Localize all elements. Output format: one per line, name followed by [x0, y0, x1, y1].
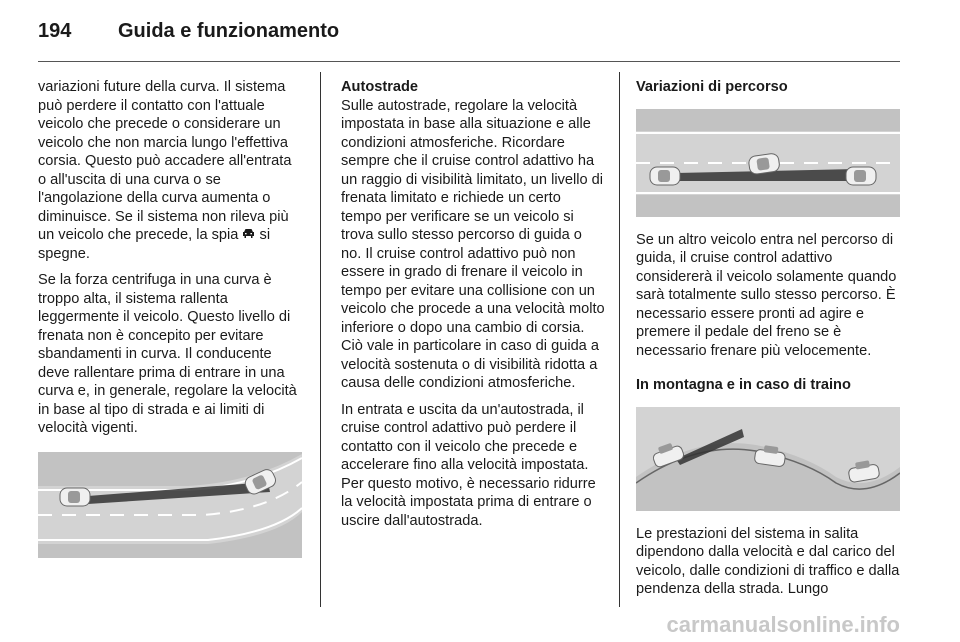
watermark: carmanualsonline.info [666, 612, 900, 637]
column-divider-2 [619, 72, 620, 607]
own-car [60, 488, 90, 506]
centrifugal-paragraph: Se la forza centrifuga in una curva è troppo alta, il sistema rallenta leggermente il veicolo. Questo livello di frenata non è concepito per evitare sbandamenti in curva. Il conducente deve rallentare prima di entrare in una curva e, in generale, regolare la velocità in base al tipo di strada e ai limiti di velocità vigenti. [38, 272, 297, 436]
highway-paragraph-2: In entrata e uscita da un'autostrada, il cruise control adattivo può perdere il contatto con il veicolo che precede e accelerare fino alla velocità impostata. Per questo motivo, è necessario ridurre la velocità impostata prima di entrare o uscire dall'autostrada. [341, 401, 596, 529]
curve-text-end: si spegne. [38, 227, 271, 262]
hill-paragraph: Le prestazioni del sistema in salita dipendono dalla velocità e dal carico del veicolo, dalle condizioni di traffico e dalla pendenza della strada. Lungo [636, 525, 900, 597]
hill-illustration [636, 407, 900, 511]
header-divider [38, 61, 900, 62]
lane-change-illustration [636, 109, 900, 217]
highway-paragraph-1: Sulle autostrade, regolare la velocità impostata in base alla situazione e alle condizioni atmosferiche. Ricordare sempre che il cruise control adattivo ha un raggio di visibilità limitato, un livello di frenata limitato e richiede un certo tempo per verificare se un veicolo si trova sullo stesso percorso di guida o no. Il cruise control adattivo può non essere in grado di frenare il veicolo in tempo per evitare una collisione con un veicolo che procede a una velocità molto inferiore o dopo una cambio di corsia. Ciò vale in particolare in caso di guida a velocità sostenuta o di visibilità ridotta a causa delle condizioni atmosferiche. [341, 97, 605, 391]
merging-car [748, 152, 780, 174]
page-number: 194 [38, 20, 72, 42]
car-ahead [846, 167, 876, 185]
column-divider-1 [320, 72, 321, 607]
column-3 [636, 78, 900, 607]
column-2 [341, 78, 605, 538]
page-title: Guida e funzionamento [118, 20, 340, 42]
curve-text: variazioni future della curva. Il sistema può perdere il contatto con l'attuale veicolo che precede o considerare un veicolo che non marcia lungo l'effettiva corsia. Questo può accadere all'entrata o all'uscita di una curva o se l'angolazione della curva aumenta o diminuisce. Se il sistema non rileva più un veicolo che precede, la spia [38, 79, 292, 243]
own-car [650, 167, 680, 185]
curve-illustration [38, 452, 302, 558]
section-heading-variazioni: Variazioni di percorso [636, 79, 788, 95]
vehicle-ahead-icon [242, 227, 255, 242]
section-heading-autostrade: Autostrade [341, 79, 419, 95]
section-heading-montagna: In montagna e in caso di traino [636, 377, 851, 393]
column-1 [38, 78, 302, 558]
lane-change-paragraph: Se un altro veicolo entra nel percorso di guida, il cruise control adattivo considererà il veicolo solamente quando sarà totalmente sullo stesso percorso. È necessario essere pronti ad agire e premere il pedale del freno se è necessario frenare più velocemente. [636, 231, 897, 359]
curve-paragraph [38, 78, 302, 263]
